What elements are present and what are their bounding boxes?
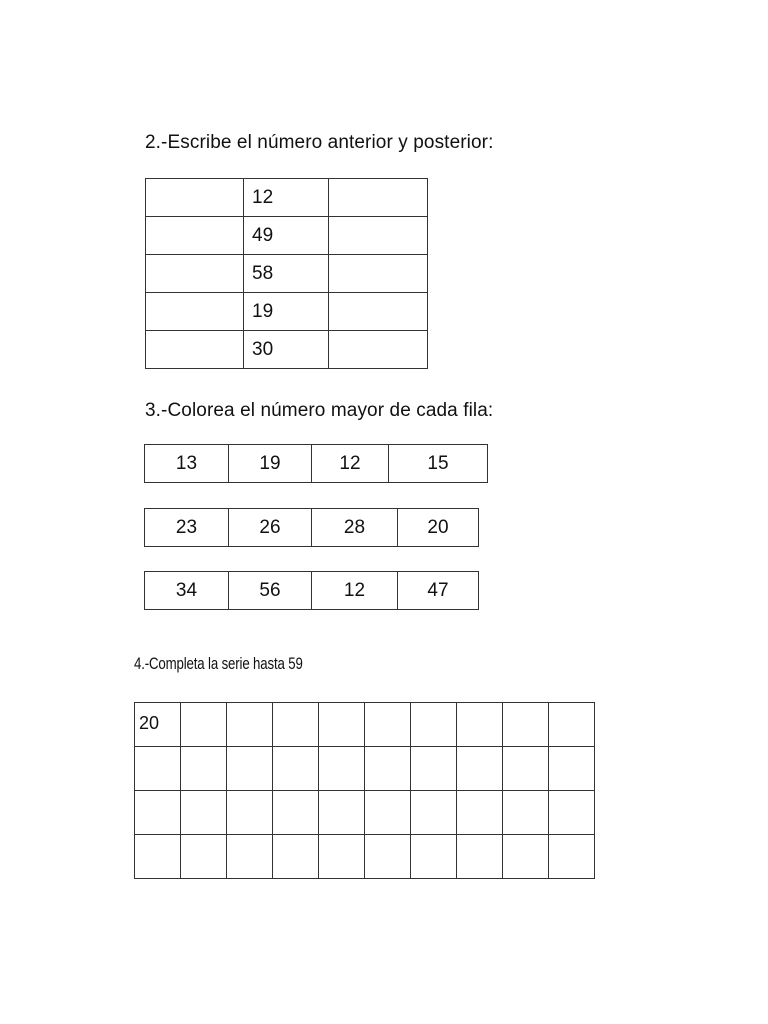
previous-number-cell[interactable] — [146, 217, 244, 255]
series-cell[interactable] — [503, 703, 549, 747]
series-cell[interactable] — [549, 747, 595, 791]
previous-next-table — [145, 178, 428, 369]
next-number-cell[interactable] — [329, 255, 428, 293]
number-cell[interactable]: 12 — [312, 572, 398, 610]
series-cell[interactable] — [365, 835, 411, 879]
given-number-cell: 19 — [244, 293, 329, 331]
number-cell[interactable]: 19 — [229, 445, 312, 483]
given-number-cell: 49 — [244, 217, 329, 255]
series-cell[interactable] — [181, 747, 227, 791]
series-cell[interactable] — [457, 835, 503, 879]
series-cell[interactable] — [365, 747, 411, 791]
series-cell[interactable] — [503, 835, 549, 879]
table-row — [135, 703, 595, 747]
number-cell[interactable]: 34 — [145, 572, 229, 610]
table-row — [145, 509, 479, 547]
series-cell[interactable] — [273, 747, 319, 791]
series-cell[interactable] — [319, 747, 365, 791]
given-number-cell: 58 — [244, 255, 329, 293]
series-cell[interactable] — [411, 703, 457, 747]
previous-number-cell[interactable] — [146, 179, 244, 217]
table-row — [146, 179, 428, 217]
number-cell[interactable]: 23 — [145, 509, 229, 547]
table-row — [145, 445, 488, 483]
previous-number-cell[interactable] — [146, 293, 244, 331]
previous-number-cell[interactable] — [146, 331, 244, 369]
series-cell[interactable] — [411, 791, 457, 835]
table-row — [146, 217, 428, 255]
table-row — [135, 747, 595, 791]
series-cell[interactable] — [273, 835, 319, 879]
series-cell[interactable] — [319, 791, 365, 835]
series-cell[interactable] — [411, 747, 457, 791]
series-cell[interactable] — [227, 791, 273, 835]
series-cell[interactable] — [457, 791, 503, 835]
table-row — [135, 835, 595, 879]
table-row — [146, 331, 428, 369]
given-number-cell: 30 — [244, 331, 329, 369]
number-cell[interactable]: 47 — [398, 572, 479, 610]
next-number-cell[interactable] — [329, 331, 428, 369]
number-cell[interactable]: 20 — [398, 509, 479, 547]
table-row — [145, 572, 479, 610]
series-cell[interactable] — [549, 791, 595, 835]
series-cell[interactable] — [365, 791, 411, 835]
series-cell[interactable] — [503, 747, 549, 791]
series-cell[interactable] — [503, 791, 549, 835]
number-row-3 — [144, 571, 479, 610]
next-number-cell[interactable] — [329, 217, 428, 255]
series-start-cell: 20 — [135, 703, 181, 747]
series-cell[interactable] — [227, 747, 273, 791]
series-cell[interactable] — [411, 835, 457, 879]
series-cell[interactable] — [227, 703, 273, 747]
series-cell[interactable] — [273, 791, 319, 835]
series-cell[interactable] — [457, 747, 503, 791]
section-3-heading: 3.-Colorea el número mayor de cada fila: — [145, 400, 494, 421]
section-2-heading: 2.-Escribe el número anterior y posterior: — [145, 132, 494, 153]
series-cell[interactable] — [549, 835, 595, 879]
number-row-2 — [144, 508, 479, 547]
number-cell[interactable]: 13 — [145, 445, 229, 483]
series-cell[interactable] — [181, 835, 227, 879]
table-row — [135, 791, 595, 835]
series-cell[interactable] — [181, 791, 227, 835]
series-cell[interactable] — [319, 835, 365, 879]
next-number-cell[interactable] — [329, 179, 428, 217]
number-cell[interactable]: 56 — [229, 572, 312, 610]
series-cell[interactable] — [135, 791, 181, 835]
previous-number-cell[interactable] — [146, 255, 244, 293]
series-cell[interactable] — [135, 835, 181, 879]
series-cell[interactable] — [549, 703, 595, 747]
table-row — [146, 255, 428, 293]
series-cell[interactable] — [319, 703, 365, 747]
series-cell[interactable] — [457, 703, 503, 747]
series-cell[interactable] — [135, 747, 181, 791]
number-cell[interactable]: 15 — [389, 445, 488, 483]
number-cell[interactable]: 28 — [312, 509, 398, 547]
series-cell[interactable] — [273, 703, 319, 747]
number-row-1 — [144, 444, 488, 483]
given-number-cell: 12 — [244, 179, 329, 217]
series-cell[interactable] — [365, 703, 411, 747]
number-cell[interactable]: 26 — [229, 509, 312, 547]
number-cell[interactable]: 12 — [312, 445, 389, 483]
series-cell[interactable] — [227, 835, 273, 879]
next-number-cell[interactable] — [329, 293, 428, 331]
series-cell[interactable] — [181, 703, 227, 747]
table-row — [146, 293, 428, 331]
section-4-heading: 4.-Completa la serie hasta 59 — [134, 654, 303, 673]
series-grid — [134, 702, 595, 879]
